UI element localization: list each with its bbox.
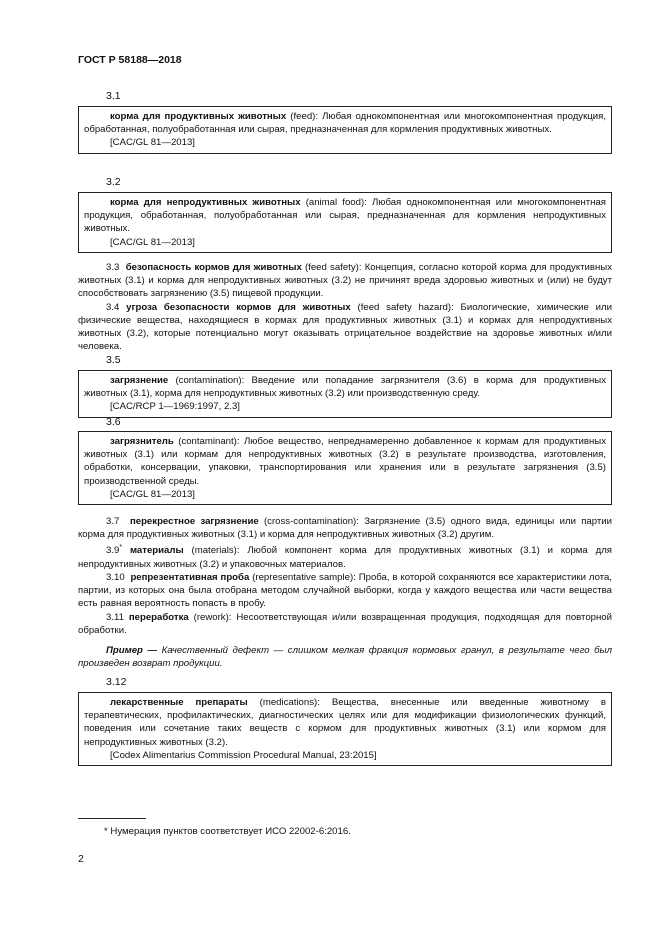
clause-number-3-11: 3.11: [106, 611, 124, 623]
term-3-6: загрязнитель: [110, 436, 174, 447]
footnote-divider: [78, 818, 146, 819]
definition-text-3-9: Любой компонент корма для продуктивных животных (3.1) и корма для непродуктивных животных (3.2) и упаковочных материалов.: [78, 545, 612, 570]
clause-number-3-10: 3.10: [106, 572, 125, 583]
clause-number-3-1: 3.1: [106, 90, 121, 102]
term-3-11: переработка: [128, 611, 189, 623]
example-label: Пример —: [106, 645, 158, 656]
footnote-marker: *: [119, 544, 123, 552]
definition-3-9: [78, 541, 612, 571]
clause-number-3-5: 3.5: [106, 354, 121, 366]
term-3-1: корма для продуктивных животных: [110, 111, 287, 122]
definition-text-3-7: Загрязнение (3.5) одного вида, единицы или партии корма для продуктивных животных (3.1) и корма для непродуктивных животных (3.2) другим.: [78, 516, 612, 541]
term-box-3-2: [78, 192, 612, 253]
page-number: 2: [78, 853, 84, 865]
definition-3-2: [84, 196, 606, 236]
term-en-3-6: (contaminant):: [178, 436, 240, 447]
definition-3-12: [84, 696, 606, 749]
term-box-3-6: [78, 431, 612, 505]
source-ref-3-5: [CAC/RCP 1—1969:1997, 2.3]: [110, 401, 240, 413]
definition-3-3: [78, 261, 612, 301]
term-3-2: корма для непродуктивных животных: [110, 197, 301, 208]
term-3-7: перекрестное загрязнение: [129, 516, 259, 527]
term-en-3-4: (feed safety hazard):: [357, 301, 454, 313]
term-3-3: безопасность кормов для животных: [125, 262, 302, 273]
term-en-3-9: (materials):: [191, 545, 240, 557]
clause-number-3-2: 3.2: [106, 176, 121, 188]
clause-number-3-12: 3.12: [106, 676, 127, 688]
definition-3-4: [78, 301, 612, 354]
clause-block-3-7-3-11: [78, 515, 612, 637]
definition-text-3-3: Концепция, согласно которой корма для продуктивных животных (3.1) и корма для непродуктивных животных (3.2) не причинят вреда здоровью животных и (или) не будут способствовать загрязнению (3.5) пищевой продукции.: [78, 262, 612, 300]
definition-text-3-10: Проба, в которой сохраняются все характеристики лота, партии, из которых она была отобрана методом случайной выборки, когда у каждого вещества или части вещества есть равная вероятность попасть в пробу.: [78, 572, 612, 610]
document-header: ГОСТ Р 58188—2018: [78, 54, 182, 66]
term-box-3-12: [78, 692, 612, 766]
source-ref-3-2: [CAC/GL 81—2013]: [110, 236, 195, 248]
term-en-3-11: (rework):: [193, 611, 232, 623]
definition-text-3-1: Любая однокомпонентная или многокомпонентная продукция, обработанная, полуобработанная или сырая, предназначенная для кормления продуктивных животных.: [84, 111, 606, 136]
clause-number-3-6: 3.6: [106, 416, 121, 428]
term-en-3-5: (contamination):: [175, 375, 245, 386]
definition-text-3-11: Несоответствующая и/или возвращенная продукция, подходящая для повторной обработки.: [78, 611, 612, 636]
term-en-3-12: (medications):: [259, 697, 320, 708]
term-en-3-7: (cross-contamination):: [263, 516, 359, 527]
clause-number-3-7: 3.7: [106, 516, 120, 527]
definition-text-3-4: Биологические, химические или физические вещества, находящиеся в кормах для продуктивных животных (3.1) и кормах для непродуктивных животных (3.2), которые потенциально могут оказывать отрицательное воздействие на здоровье животных и/или человека.: [78, 301, 612, 353]
term-en-3-3: (feed safety):: [304, 262, 362, 273]
source-ref-3-6: [CAC/GL 81—2013]: [110, 488, 195, 500]
definition-text-3-2: Любая однокомпонентная или многокомпонентная продукция, обработанная, полуобработанная или сырая, предназначенная для кормления непродуктивных животных.: [84, 197, 607, 235]
footnote: * Нумерация пунктов соответствует ИСО 22002-6:2016.: [104, 826, 351, 837]
clause-number-3-3: 3.3: [106, 262, 120, 273]
term-box-3-1: [78, 106, 612, 154]
term-en-3-10: (representative sample):: [252, 572, 356, 583]
clause-number-3-9: 3.9: [106, 545, 120, 557]
definition-3-6: [84, 435, 606, 488]
definition-3-5: [84, 374, 606, 400]
term-3-10: репрезентативная проба: [130, 572, 250, 583]
clause-number-3-4: 3.4: [106, 301, 120, 313]
definition-3-1: [84, 110, 606, 136]
term-3-9: материалы: [129, 545, 184, 557]
definition-3-7: [78, 515, 612, 541]
term-3-12: лекарственные препараты: [110, 697, 248, 708]
source-ref-3-12: [Codex Alimentarius Commission Procedural Manual, 23:2015]: [110, 749, 377, 761]
clause-block-3-3-3-4: [78, 261, 612, 353]
source-ref-3-1: [CAC/GL 81—2013]: [110, 137, 195, 149]
term-en-3-1: (feed):: [290, 111, 319, 122]
definition-3-11: [78, 611, 612, 637]
example-note: [78, 644, 612, 670]
example-text: Качественный дефект — слишком мелкая фракция кормовых гранул, в результате чего был произведен возврат продукции.: [78, 645, 612, 670]
term-en-3-2: (animal food):: [305, 197, 367, 208]
term-3-5: загрязнение: [110, 375, 169, 386]
definition-text-3-5: Введение или попадание загрязнителя (3.6) в корма для продуктивных животных (3.1), корма для непродуктивных животных (3.2) или производственную среду.: [84, 375, 606, 400]
term-3-4: угроза безопасности кормов для животных: [126, 301, 351, 313]
definition-text-3-6: Любое вещество, непреднамеренно добавленное к кормам для продуктивных животных (3.1) или кормам для непродуктивных животных (3.2) в результате производства, изготовления, обработки, консервации, упаковки, транспортирования или хранения или в результате загрязнения (3.5) производственной среды.: [84, 436, 606, 487]
term-box-3-5: [78, 370, 612, 418]
definition-3-10: [78, 571, 612, 611]
definition-text-3-12: Вещества, внесенные или введенные животному в терапевтических, профилактических, диагностических целях или для модификации физиологических функций, поведения или сочетание таких веществ с кормом для продуктивных животных (3.1) или кормом для непродуктивных животных (3.2).: [84, 697, 607, 748]
